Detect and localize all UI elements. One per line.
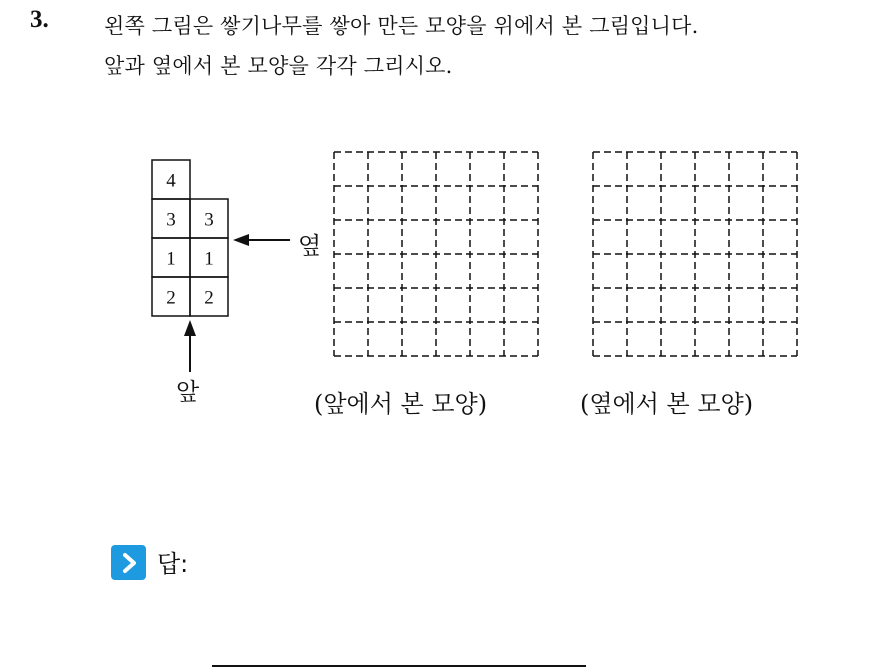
top-view-cell-value: 3: [204, 209, 214, 231]
top-view-cell-value: 2: [204, 287, 214, 309]
answer-blank-line[interactable]: [212, 665, 586, 667]
top-view-cell-value: 1: [204, 248, 214, 270]
side-label: 옆: [298, 232, 322, 260]
chevron-right-icon: [111, 545, 146, 580]
top-view-grid: [152, 160, 228, 316]
front-view-caption: (앞에서 본 모양): [314, 390, 488, 418]
top-view-cell-value: 3: [166, 209, 176, 231]
answer-label: 답:: [157, 550, 189, 578]
top-view-cell-value: 1: [166, 248, 176, 270]
front-arrow: [184, 320, 196, 372]
side-arrow: [233, 234, 290, 246]
side-view-grid: [593, 152, 797, 356]
front-label: 앞: [176, 378, 200, 406]
question-text-line-2: 앞과 옆에서 본 모양을 각각 그리시오.: [104, 54, 453, 78]
front-view-grid: [334, 152, 538, 356]
top-view-cell-value: 4: [166, 170, 176, 192]
top-view-cell-value: 2: [166, 287, 176, 309]
side-view-caption: (옆에서 본 모양): [580, 390, 754, 418]
question-number: 3.: [30, 6, 49, 33]
question-text-line-1: 왼쪽 그림은 쌓기나무를 쌓아 만든 모양을 위에서 본 그림입니다.: [104, 14, 699, 38]
